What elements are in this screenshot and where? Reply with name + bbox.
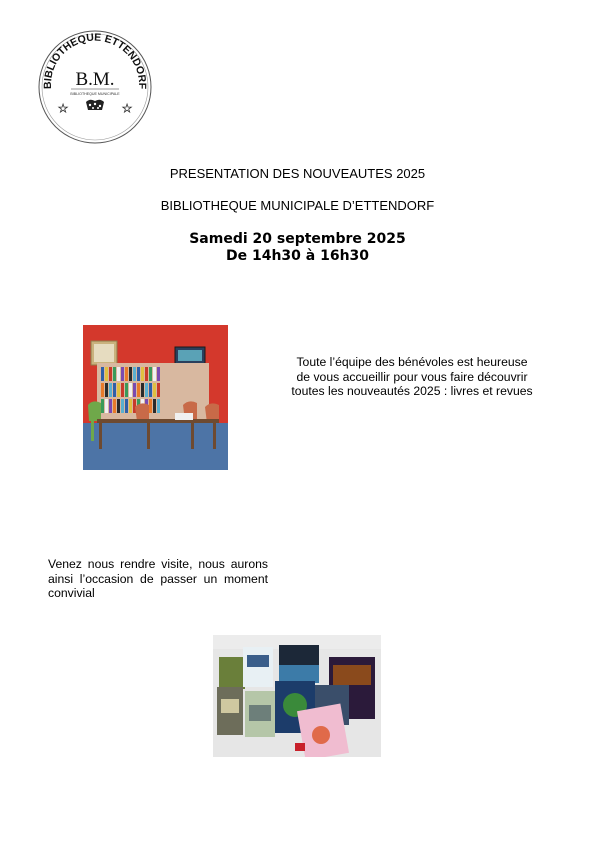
library-name: BIBLIOTHEQUE MUNICIPALE D’ETTENDORF [160, 198, 435, 213]
book-spine [137, 383, 140, 397]
event-title: PRESENTATION DES NOUVEAUTES 2025 [169, 166, 426, 181]
book-spine [125, 383, 128, 397]
book-spine [109, 383, 112, 397]
book-spine [141, 383, 144, 397]
book-spine [105, 399, 108, 413]
event-time: De 14h30 à 16h30 [225, 248, 370, 264]
book-spine [157, 399, 160, 413]
book-spine [113, 399, 116, 413]
library-illustration [83, 325, 228, 470]
book-spine [149, 383, 152, 397]
book-spine [157, 367, 160, 381]
book-spine [105, 383, 108, 397]
book-spine [105, 367, 108, 381]
book-spine [133, 383, 136, 397]
svg-text:BIBLIOTHEQUE ETTENDORF: BIBLIOTHEQUE ETTENDORF [41, 31, 149, 90]
book-spine [145, 367, 148, 381]
welcome-line: toutes les nouveautés 2025 : livres et revues [291, 384, 533, 398]
book-spine [121, 383, 124, 397]
book-spine [129, 399, 132, 413]
book-spine [137, 367, 140, 381]
svg-text:★: ★ [122, 103, 132, 115]
book-spine [149, 367, 152, 381]
book-spine [117, 383, 120, 397]
book-spine [125, 367, 128, 381]
book-spine [153, 383, 156, 397]
book-spine [145, 383, 148, 397]
book-spine [129, 383, 132, 397]
book-spine [141, 367, 144, 381]
svg-text:★: ★ [58, 103, 68, 115]
book-spine [125, 399, 128, 413]
book-spine [109, 399, 112, 413]
svg-text:B.M.: B.M. [75, 69, 115, 90]
event-date: Samedi 20 septembre 2025 [189, 231, 406, 247]
welcome-line: Toute l’équipe des bénévoles est heureuse [296, 355, 528, 369]
book-spine [117, 367, 120, 381]
library-logo-seal [38, 30, 152, 144]
book-spine [121, 399, 124, 413]
book-spine [101, 383, 104, 397]
book-spine [133, 367, 136, 381]
village-crest-icon [86, 100, 104, 110]
svg-text:BIBLIOTHEQUE MUNICIPALE: BIBLIOTHEQUE MUNICIPALE [70, 92, 120, 96]
book-spine [153, 367, 156, 381]
new-books-photo [213, 635, 381, 757]
welcome-paragraph [264, 355, 560, 399]
book-spine [117, 399, 120, 413]
book-spine [133, 399, 136, 413]
book-spine [113, 383, 116, 397]
invite-paragraph: Venez nous rendre visite, nous aurons ainsi l’occasion de passer un moment convivial [48, 557, 268, 600]
book-spine [129, 367, 132, 381]
book-spine [149, 399, 152, 413]
book-spine [157, 383, 160, 397]
book-spine [101, 367, 104, 381]
book-spine [153, 399, 156, 413]
book-spine [109, 367, 112, 381]
book-spine [101, 399, 104, 413]
welcome-line: de vous accueillir pour vous faire découvrir [296, 369, 528, 384]
book-spine [113, 367, 116, 381]
book-spine [121, 367, 124, 381]
